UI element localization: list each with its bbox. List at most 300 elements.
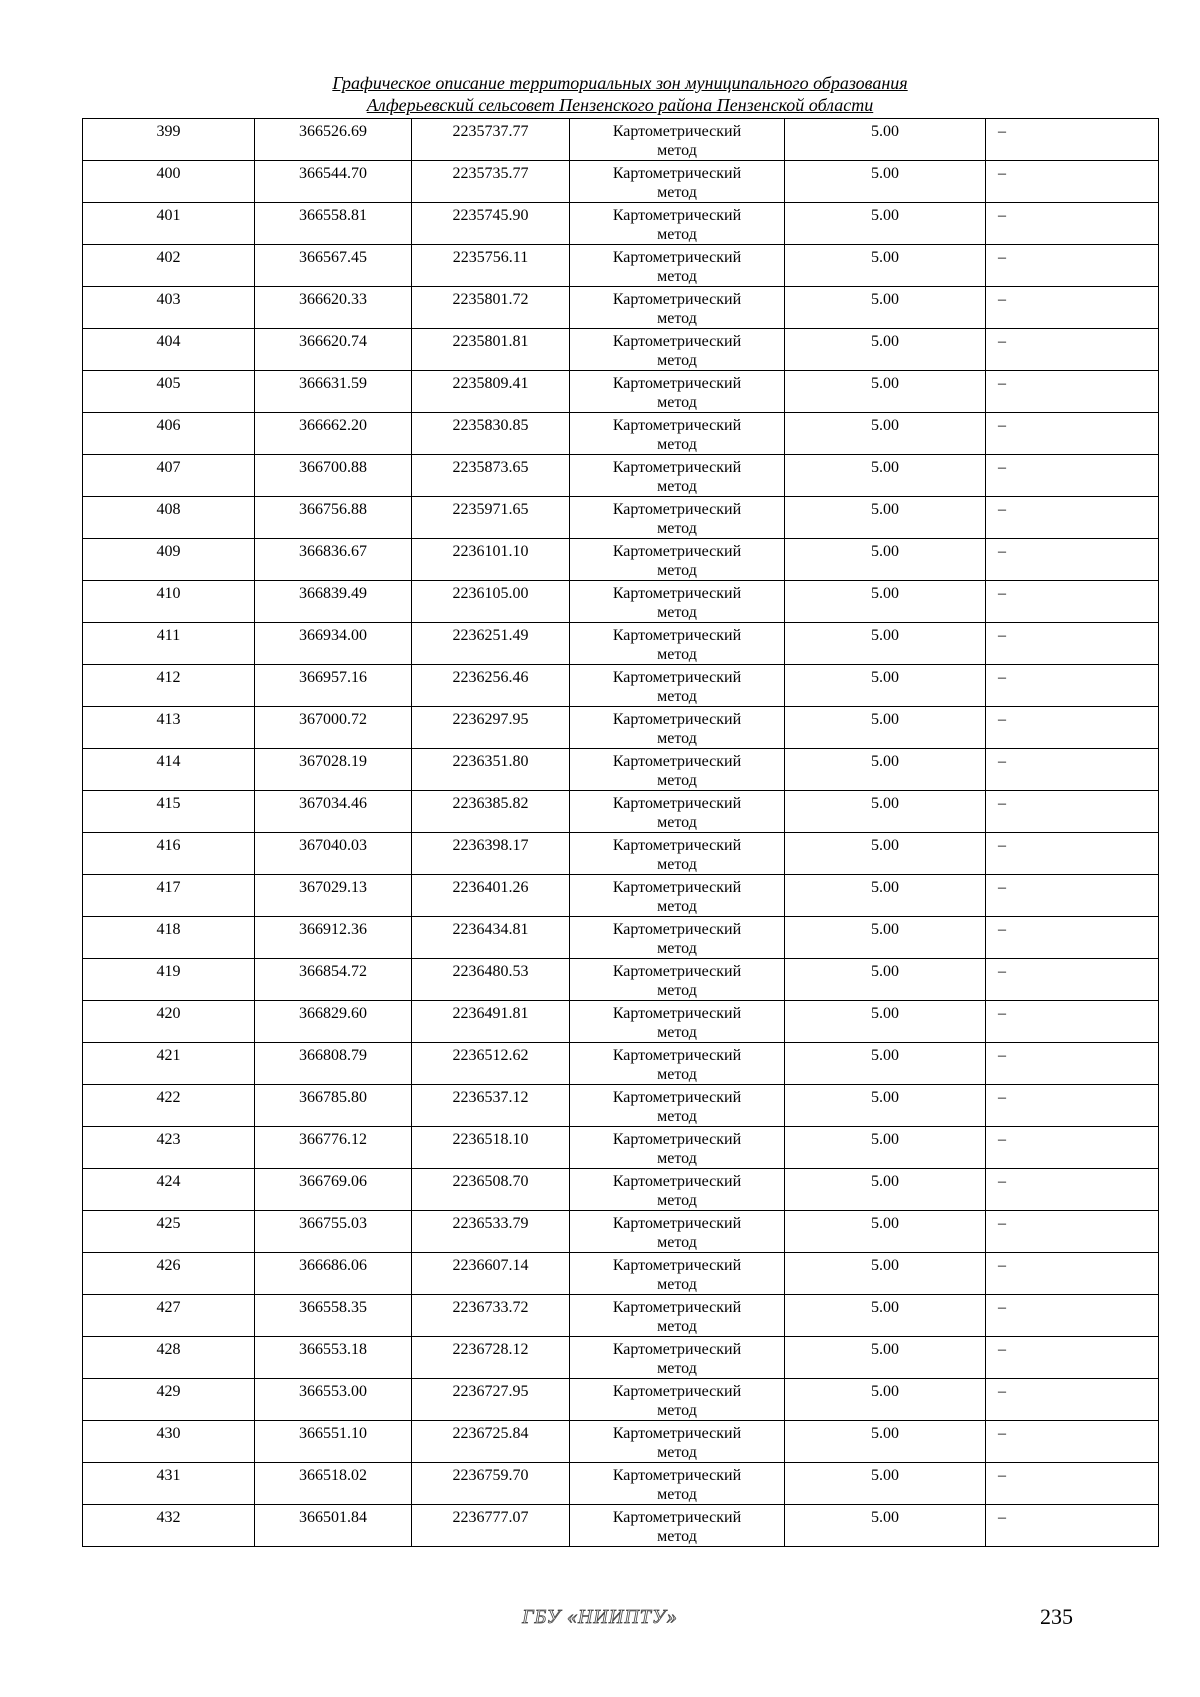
x-coordinate-cell: 366558.81 xyxy=(255,203,412,245)
point-number-cell: 431 xyxy=(83,1463,255,1505)
accuracy-cell: 5.00 xyxy=(785,1379,986,1421)
method-line-1: Картометрический xyxy=(612,459,742,476)
method-line-1: Картометрический xyxy=(612,711,742,728)
accuracy-cell: 5.00 xyxy=(785,203,986,245)
accuracy-cell: 5.00 xyxy=(785,497,986,539)
method-line-2: метод xyxy=(657,940,697,957)
x-coordinate-cell: 366551.10 xyxy=(255,1421,412,1463)
remark-cell: – xyxy=(986,1463,1159,1505)
accuracy-cell: 5.00 xyxy=(785,791,986,833)
remark-cell: – xyxy=(986,161,1159,203)
y-coordinate-cell: 2236777.07 xyxy=(412,1505,570,1547)
y-coordinate-cell: 2236385.82 xyxy=(412,791,570,833)
page-number: 235 xyxy=(1040,1604,1073,1629)
remark-cell: – xyxy=(986,623,1159,665)
method-line-1: Картометрический xyxy=(612,669,742,686)
method-cell xyxy=(570,539,785,581)
accuracy-cell: 5.00 xyxy=(785,371,986,413)
point-number-cell: 430 xyxy=(83,1421,255,1463)
accuracy-cell: 5.00 xyxy=(785,707,986,749)
point-number-cell: 417 xyxy=(83,875,255,917)
point-number-cell: 403 xyxy=(83,287,255,329)
point-number-cell: 425 xyxy=(83,1211,255,1253)
method-cell xyxy=(570,749,785,791)
y-coordinate-cell: 2236480.53 xyxy=(412,959,570,1001)
point-number-cell: 409 xyxy=(83,539,255,581)
method-line-2: метод xyxy=(657,1234,697,1251)
table-row xyxy=(83,1505,1159,1547)
x-coordinate-cell: 366769.06 xyxy=(255,1169,412,1211)
x-coordinate-cell: 367000.72 xyxy=(255,707,412,749)
method-line-2: метод xyxy=(657,1360,697,1377)
method-line-2: метод xyxy=(657,562,697,579)
x-coordinate-cell: 366553.00 xyxy=(255,1379,412,1421)
method-cell xyxy=(570,1043,785,1085)
x-coordinate-cell: 367029.13 xyxy=(255,875,412,917)
y-coordinate-cell: 2235737.77 xyxy=(412,119,570,161)
x-coordinate-cell: 366558.35 xyxy=(255,1295,412,1337)
coordinates-table-body xyxy=(83,119,1159,1547)
remark-cell: – xyxy=(986,959,1159,1001)
accuracy-cell: 5.00 xyxy=(785,161,986,203)
method-line-2: метод xyxy=(657,520,697,537)
table-row xyxy=(83,1043,1159,1085)
point-number-cell: 413 xyxy=(83,707,255,749)
method-line-1: Картометрический xyxy=(612,1215,742,1232)
method-line-1: Картометрический xyxy=(612,1383,742,1400)
table-row xyxy=(83,791,1159,833)
x-coordinate-cell: 366756.88 xyxy=(255,497,412,539)
method-cell xyxy=(570,581,785,623)
method-line-2: метод xyxy=(657,142,697,159)
method-cell xyxy=(570,161,785,203)
method-line-1: Картометрический xyxy=(612,1047,742,1064)
method-line-1: Картометрический xyxy=(612,627,742,644)
remark-cell: – xyxy=(986,539,1159,581)
method-line-1: Картометрический xyxy=(612,123,742,140)
accuracy-cell: 5.00 xyxy=(785,581,986,623)
table-row xyxy=(83,371,1159,413)
footer-organization: ГБУ «НИИПТУ» xyxy=(522,1606,678,1628)
point-number-cell: 399 xyxy=(83,119,255,161)
point-number-cell: 421 xyxy=(83,1043,255,1085)
table-row xyxy=(83,245,1159,287)
y-coordinate-cell: 2236105.00 xyxy=(412,581,570,623)
method-cell xyxy=(570,833,785,875)
method-cell xyxy=(570,665,785,707)
table-row xyxy=(83,581,1159,623)
method-line-1: Картометрический xyxy=(612,1005,742,1022)
y-coordinate-cell: 2235830.85 xyxy=(412,413,570,455)
point-number-cell: 424 xyxy=(83,1169,255,1211)
accuracy-cell: 5.00 xyxy=(785,1127,986,1169)
x-coordinate-cell: 367028.19 xyxy=(255,749,412,791)
table-row xyxy=(83,749,1159,791)
remark-cell: – xyxy=(986,497,1159,539)
accuracy-cell: 5.00 xyxy=(785,1505,986,1547)
method-cell xyxy=(570,497,785,539)
method-line-1: Картометрический xyxy=(612,1299,742,1316)
table-row xyxy=(83,1001,1159,1043)
table-row xyxy=(83,1211,1159,1253)
remark-cell: – xyxy=(986,1001,1159,1043)
table-row xyxy=(83,833,1159,875)
x-coordinate-cell: 366631.59 xyxy=(255,371,412,413)
method-cell xyxy=(570,623,785,665)
x-coordinate-cell: 366854.72 xyxy=(255,959,412,1001)
method-cell xyxy=(570,1295,785,1337)
method-cell xyxy=(570,959,785,1001)
point-number-cell: 422 xyxy=(83,1085,255,1127)
method-line-1: Картометрический xyxy=(612,963,742,980)
point-number-cell: 420 xyxy=(83,1001,255,1043)
y-coordinate-cell: 2236518.10 xyxy=(412,1127,570,1169)
accuracy-cell: 5.00 xyxy=(785,1253,986,1295)
accuracy-cell: 5.00 xyxy=(785,959,986,1001)
x-coordinate-cell: 366686.06 xyxy=(255,1253,412,1295)
x-coordinate-cell: 367034.46 xyxy=(255,791,412,833)
point-number-cell: 414 xyxy=(83,749,255,791)
y-coordinate-cell: 2236759.70 xyxy=(412,1463,570,1505)
table-row xyxy=(83,707,1159,749)
method-line-1: Картометрический xyxy=(612,501,742,518)
accuracy-cell: 5.00 xyxy=(785,1421,986,1463)
y-coordinate-cell: 2235756.11 xyxy=(412,245,570,287)
point-number-cell: 408 xyxy=(83,497,255,539)
x-coordinate-cell: 366839.49 xyxy=(255,581,412,623)
remark-cell: – xyxy=(986,1085,1159,1127)
table-row xyxy=(83,665,1159,707)
accuracy-cell: 5.00 xyxy=(785,119,986,161)
table-row xyxy=(83,497,1159,539)
x-coordinate-cell: 366700.88 xyxy=(255,455,412,497)
table-row xyxy=(83,1379,1159,1421)
method-cell xyxy=(570,707,785,749)
point-number-cell: 415 xyxy=(83,791,255,833)
table-row xyxy=(83,623,1159,665)
x-coordinate-cell: 366836.67 xyxy=(255,539,412,581)
remark-cell: – xyxy=(986,833,1159,875)
table-row xyxy=(83,1295,1159,1337)
method-line-2: метод xyxy=(657,394,697,411)
method-line-2: метод xyxy=(657,772,697,789)
table-row xyxy=(83,1127,1159,1169)
method-cell xyxy=(570,1085,785,1127)
table-row xyxy=(83,413,1159,455)
point-number-cell: 419 xyxy=(83,959,255,1001)
remark-cell: – xyxy=(986,245,1159,287)
y-coordinate-cell: 2236725.84 xyxy=(412,1421,570,1463)
method-line-1: Картометрический xyxy=(612,249,742,266)
table-row xyxy=(83,539,1159,581)
point-number-cell: 427 xyxy=(83,1295,255,1337)
y-coordinate-cell: 2236434.81 xyxy=(412,917,570,959)
method-cell xyxy=(570,1337,785,1379)
y-coordinate-cell: 2236101.10 xyxy=(412,539,570,581)
point-number-cell: 412 xyxy=(83,665,255,707)
method-line-1: Картометрический xyxy=(612,1089,742,1106)
method-line-2: метод xyxy=(657,1066,697,1083)
remark-cell: – xyxy=(986,329,1159,371)
y-coordinate-cell: 2235735.77 xyxy=(412,161,570,203)
table-row xyxy=(83,329,1159,371)
point-number-cell: 432 xyxy=(83,1505,255,1547)
method-line-1: Картометрический xyxy=(612,1131,742,1148)
accuracy-cell: 5.00 xyxy=(785,1295,986,1337)
method-cell xyxy=(570,329,785,371)
point-number-cell: 418 xyxy=(83,917,255,959)
y-coordinate-cell: 2236351.80 xyxy=(412,749,570,791)
remark-cell: – xyxy=(986,287,1159,329)
point-number-cell: 416 xyxy=(83,833,255,875)
table-row xyxy=(83,959,1159,1001)
y-coordinate-cell: 2235873.65 xyxy=(412,455,570,497)
table-row xyxy=(83,161,1159,203)
method-line-1: Картометрический xyxy=(612,1425,742,1442)
method-line-2: метод xyxy=(657,856,697,873)
method-line-2: метод xyxy=(657,814,697,831)
y-coordinate-cell: 2236607.14 xyxy=(412,1253,570,1295)
method-cell xyxy=(570,1379,785,1421)
accuracy-cell: 5.00 xyxy=(785,1085,986,1127)
method-line-1: Картометрический xyxy=(612,1509,742,1526)
table-row xyxy=(83,1085,1159,1127)
method-line-2: метод xyxy=(657,352,697,369)
y-coordinate-cell: 2236398.17 xyxy=(412,833,570,875)
method-line-1: Картометрический xyxy=(612,375,742,392)
remark-cell: – xyxy=(986,371,1159,413)
method-line-1: Картометрический xyxy=(612,1467,742,1484)
x-coordinate-cell: 366501.84 xyxy=(255,1505,412,1547)
method-cell xyxy=(570,1169,785,1211)
method-line-2: метод xyxy=(657,184,697,201)
remark-cell: – xyxy=(986,1169,1159,1211)
table-row xyxy=(83,1253,1159,1295)
point-number-cell: 407 xyxy=(83,455,255,497)
method-line-1: Картометрический xyxy=(612,291,742,308)
method-line-2: метод xyxy=(657,226,697,243)
method-line-1: Картометрический xyxy=(612,1257,742,1274)
y-coordinate-cell: 2235971.65 xyxy=(412,497,570,539)
method-line-1: Картометрический xyxy=(612,165,742,182)
remark-cell: – xyxy=(986,749,1159,791)
table-row xyxy=(83,1463,1159,1505)
accuracy-cell: 5.00 xyxy=(785,245,986,287)
point-number-cell: 401 xyxy=(83,203,255,245)
point-number-cell: 402 xyxy=(83,245,255,287)
table-row xyxy=(83,203,1159,245)
y-coordinate-cell: 2236256.46 xyxy=(412,665,570,707)
remark-cell: – xyxy=(986,917,1159,959)
accuracy-cell: 5.00 xyxy=(785,1001,986,1043)
remark-cell: – xyxy=(986,1211,1159,1253)
remark-cell: – xyxy=(986,1337,1159,1379)
point-number-cell: 400 xyxy=(83,161,255,203)
method-cell xyxy=(570,1127,785,1169)
y-coordinate-cell: 2236728.12 xyxy=(412,1337,570,1379)
method-line-2: метод xyxy=(657,1318,697,1335)
method-line-2: метод xyxy=(657,1192,697,1209)
method-cell xyxy=(570,791,785,833)
y-coordinate-cell: 2236297.95 xyxy=(412,707,570,749)
table-row xyxy=(83,455,1159,497)
method-cell xyxy=(570,1001,785,1043)
method-line-1: Картометрический xyxy=(612,207,742,224)
point-number-cell: 428 xyxy=(83,1337,255,1379)
method-cell xyxy=(570,455,785,497)
remark-cell: – xyxy=(986,1421,1159,1463)
accuracy-cell: 5.00 xyxy=(785,749,986,791)
method-line-2: метод xyxy=(657,604,697,621)
method-line-2: метод xyxy=(657,1444,697,1461)
method-line-2: метод xyxy=(657,310,697,327)
method-line-2: метод xyxy=(657,982,697,999)
accuracy-cell: 5.00 xyxy=(785,833,986,875)
x-coordinate-cell: 366620.33 xyxy=(255,287,412,329)
method-line-2: метод xyxy=(657,268,697,285)
remark-cell: – xyxy=(986,791,1159,833)
method-line-1: Картометрический xyxy=(612,753,742,770)
header-title-line-2: Алферьевский сельсовет Пензенского района Пензенской области xyxy=(366,95,874,115)
accuracy-cell: 5.00 xyxy=(785,665,986,707)
method-line-2: метод xyxy=(657,436,697,453)
y-coordinate-cell: 2235745.90 xyxy=(412,203,570,245)
accuracy-cell: 5.00 xyxy=(785,413,986,455)
x-coordinate-cell: 366620.74 xyxy=(255,329,412,371)
table-row xyxy=(83,1169,1159,1211)
accuracy-cell: 5.00 xyxy=(785,287,986,329)
method-line-2: метод xyxy=(657,1486,697,1503)
point-number-cell: 423 xyxy=(83,1127,255,1169)
method-cell xyxy=(570,1253,785,1295)
point-number-cell: 429 xyxy=(83,1379,255,1421)
document-header xyxy=(80,72,1160,116)
x-coordinate-cell: 366755.03 xyxy=(255,1211,412,1253)
method-line-2: метод xyxy=(657,478,697,495)
remark-cell: – xyxy=(986,1043,1159,1085)
method-line-1: Картометрический xyxy=(612,1173,742,1190)
y-coordinate-cell: 2236537.12 xyxy=(412,1085,570,1127)
method-line-2: метод xyxy=(657,688,697,705)
remark-cell: – xyxy=(986,1295,1159,1337)
remark-cell: – xyxy=(986,1253,1159,1295)
header-title-line-1: Графическое описание территориальных зон муниципального образования xyxy=(332,73,908,93)
table-row xyxy=(83,917,1159,959)
x-coordinate-cell: 366829.60 xyxy=(255,1001,412,1043)
method-cell xyxy=(570,1421,785,1463)
accuracy-cell: 5.00 xyxy=(785,1169,986,1211)
remark-cell: – xyxy=(986,119,1159,161)
x-coordinate-cell: 366957.16 xyxy=(255,665,412,707)
method-cell xyxy=(570,1505,785,1547)
remark-cell: – xyxy=(986,875,1159,917)
method-line-2: метод xyxy=(657,1150,697,1167)
method-line-2: метод xyxy=(657,1402,697,1419)
x-coordinate-cell: 366567.45 xyxy=(255,245,412,287)
method-cell xyxy=(570,245,785,287)
method-cell xyxy=(570,1463,785,1505)
method-line-2: метод xyxy=(657,1528,697,1545)
table-row xyxy=(83,1337,1159,1379)
accuracy-cell: 5.00 xyxy=(785,1337,986,1379)
x-coordinate-cell: 366808.79 xyxy=(255,1043,412,1085)
remark-cell: – xyxy=(986,203,1159,245)
method-cell xyxy=(570,875,785,917)
remark-cell: – xyxy=(986,455,1159,497)
method-line-2: метод xyxy=(657,730,697,747)
point-number-cell: 404 xyxy=(83,329,255,371)
table-row xyxy=(83,875,1159,917)
coordinates-table xyxy=(82,118,1159,1547)
x-coordinate-cell: 366518.02 xyxy=(255,1463,412,1505)
x-coordinate-cell: 366776.12 xyxy=(255,1127,412,1169)
accuracy-cell: 5.00 xyxy=(785,875,986,917)
method-line-2: метод xyxy=(657,898,697,915)
method-line-2: метод xyxy=(657,1108,697,1125)
x-coordinate-cell: 367040.03 xyxy=(255,833,412,875)
remark-cell: – xyxy=(986,707,1159,749)
x-coordinate-cell: 366553.18 xyxy=(255,1337,412,1379)
method-line-1: Картометрический xyxy=(612,879,742,896)
method-cell xyxy=(570,287,785,329)
y-coordinate-cell: 2235801.72 xyxy=(412,287,570,329)
method-cell xyxy=(570,203,785,245)
method-line-1: Картометрический xyxy=(612,921,742,938)
y-coordinate-cell: 2236251.49 xyxy=(412,623,570,665)
y-coordinate-cell: 2235801.81 xyxy=(412,329,570,371)
y-coordinate-cell: 2236733.72 xyxy=(412,1295,570,1337)
method-cell xyxy=(570,371,785,413)
remark-cell: – xyxy=(986,1379,1159,1421)
accuracy-cell: 5.00 xyxy=(785,623,986,665)
accuracy-cell: 5.00 xyxy=(785,1211,986,1253)
method-line-2: метод xyxy=(657,646,697,663)
y-coordinate-cell: 2235809.41 xyxy=(412,371,570,413)
y-coordinate-cell: 2236533.79 xyxy=(412,1211,570,1253)
point-number-cell: 411 xyxy=(83,623,255,665)
table-row xyxy=(83,1421,1159,1463)
method-cell xyxy=(570,1211,785,1253)
x-coordinate-cell: 366526.69 xyxy=(255,119,412,161)
x-coordinate-cell: 366785.80 xyxy=(255,1085,412,1127)
accuracy-cell: 5.00 xyxy=(785,329,986,371)
x-coordinate-cell: 366912.36 xyxy=(255,917,412,959)
method-line-1: Картометрический xyxy=(612,333,742,350)
method-line-2: метод xyxy=(657,1276,697,1293)
remark-cell: – xyxy=(986,665,1159,707)
point-number-cell: 406 xyxy=(83,413,255,455)
method-cell xyxy=(570,413,785,455)
point-number-cell: 410 xyxy=(83,581,255,623)
method-line-1: Картометрический xyxy=(612,417,742,434)
y-coordinate-cell: 2236512.62 xyxy=(412,1043,570,1085)
accuracy-cell: 5.00 xyxy=(785,539,986,581)
table-row xyxy=(83,287,1159,329)
x-coordinate-cell: 366662.20 xyxy=(255,413,412,455)
x-coordinate-cell: 366544.70 xyxy=(255,161,412,203)
x-coordinate-cell: 366934.00 xyxy=(255,623,412,665)
method-line-1: Картометрический xyxy=(612,585,742,602)
point-number-cell: 426 xyxy=(83,1253,255,1295)
remark-cell: – xyxy=(986,581,1159,623)
method-cell xyxy=(570,917,785,959)
remark-cell: – xyxy=(986,413,1159,455)
y-coordinate-cell: 2236401.26 xyxy=(412,875,570,917)
table-row xyxy=(83,119,1159,161)
point-number-cell: 405 xyxy=(83,371,255,413)
method-line-1: Картометрический xyxy=(612,795,742,812)
accuracy-cell: 5.00 xyxy=(785,1043,986,1085)
